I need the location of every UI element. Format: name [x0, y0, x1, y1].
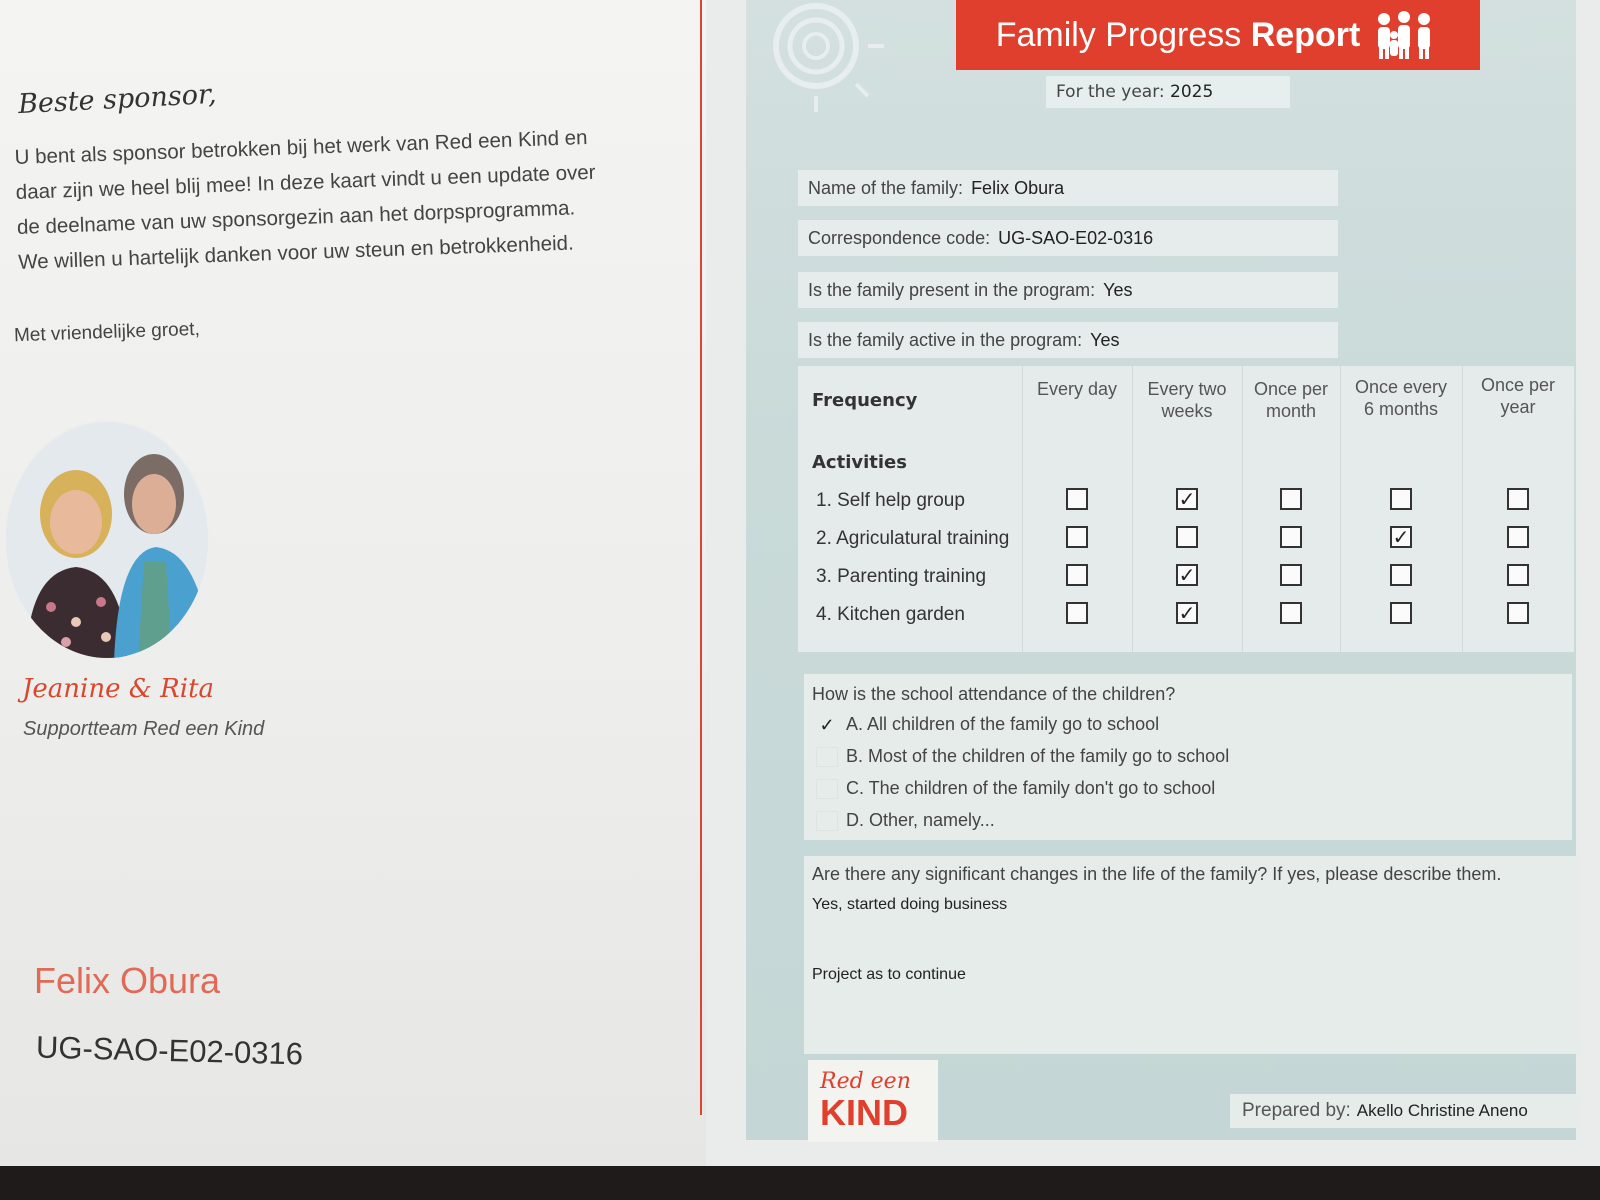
option-text: C. The children of the family don't go to school	[846, 778, 1216, 798]
column-header-every-two-weeks	[1132, 378, 1242, 422]
option-text: B. Most of the children of the family go to school	[846, 746, 1230, 766]
family-active-field	[798, 322, 1338, 358]
family-present-field	[798, 272, 1338, 308]
option-text: A. All children of the family go to school	[846, 714, 1160, 734]
column-header-line: Every day	[1036, 379, 1118, 399]
column-divider	[1022, 366, 1023, 652]
red-een-kind-logo	[808, 1060, 938, 1142]
logo-top-text: Red een	[820, 1069, 911, 1094]
checked-checkbox-icon: ✓	[1176, 602, 1198, 624]
column-header-line: Once per	[1480, 375, 1556, 395]
empty-checkbox-icon	[1280, 488, 1302, 510]
sun-icon	[756, 0, 896, 120]
school-attendance-section	[804, 674, 1572, 840]
report-page	[706, 0, 1600, 1182]
field-value: UG-SAO-E02-0316	[998, 228, 1154, 248]
empty-checkbox-icon	[1280, 526, 1302, 548]
school-option-d	[816, 810, 995, 831]
salutation: Beste sponsor,	[17, 78, 218, 121]
check-mark-icon: ✓	[819, 714, 835, 735]
letter-line: daar zijn we heel blij mee! In deze kaart vindt u een update over	[15, 160, 596, 204]
column-header-line: year	[1500, 397, 1536, 417]
year-label: For the year:	[1056, 82, 1165, 102]
empty-checkbox-icon	[1390, 488, 1412, 510]
field-value: Yes	[1103, 280, 1133, 300]
field-label: Correspondence code:	[808, 228, 991, 248]
report-background	[746, 0, 1576, 1140]
empty-checkbox-icon	[1280, 564, 1302, 586]
column-header-line: Once per	[1253, 379, 1329, 399]
checked-checkbox-icon: ✓	[1176, 564, 1198, 586]
empty-checkbox-icon	[1066, 602, 1088, 624]
field-value: Felix Obura	[971, 178, 1065, 198]
column-header-once-every-6-months	[1340, 376, 1462, 420]
field-label: Is the family active in the program:	[808, 330, 1083, 350]
year-value: 2025	[1170, 82, 1214, 102]
prepared-by-label: Prepared by:	[1242, 1100, 1351, 1121]
greeting: Met vriendelijke groet,	[13, 318, 201, 347]
report-title	[996, 16, 1361, 55]
column-header-line: 6 months	[1363, 399, 1439, 419]
changes-answer-line: Yes, started doing business	[812, 896, 1008, 913]
table-surface	[0, 1166, 1600, 1200]
sponsor-family-name: Felix Obura	[34, 960, 221, 1001]
school-option-a	[816, 714, 1159, 735]
column-header-line: Every two	[1147, 379, 1227, 399]
prepared-by-value: Akello Christine Aneno	[1356, 1101, 1528, 1120]
empty-checkbox-icon	[816, 811, 838, 831]
column-header-once-per-year	[1462, 374, 1574, 418]
frequency-header: Frequency	[812, 390, 918, 411]
checked-checkbox-icon: ✓	[1176, 488, 1198, 510]
team-name: Supportteam Red een Kind	[23, 718, 265, 740]
school-attendance-question: How is the school attendance of the children?	[812, 684, 1176, 704]
family-icon	[1370, 9, 1440, 61]
school-option-b	[816, 746, 1229, 767]
letter-line: U bent als sponsor betrokken bij het werk van Red een Kind en	[14, 125, 588, 169]
letter-page	[0, 0, 706, 1182]
activity-label: 3. Parenting training	[816, 566, 987, 587]
empty-checkbox-icon	[1507, 526, 1529, 548]
activity-label: 1. Self help group	[816, 490, 965, 511]
team-photo-illustration	[6, 422, 210, 660]
report-year	[1046, 76, 1290, 108]
empty-checkbox-icon	[1176, 526, 1198, 548]
column-header-line: Once every	[1354, 377, 1448, 397]
letter-line: We willen u hartelijk danken voor uw steun en betrokkenheid.	[17, 231, 575, 274]
report-title-bold: Report	[1250, 15, 1361, 54]
activities-header: Activities	[812, 452, 907, 473]
activity-frequency-table	[798, 366, 1574, 652]
school-option-c	[816, 778, 1215, 799]
team-photo	[4, 420, 210, 660]
empty-checkbox-icon	[1507, 564, 1529, 586]
empty-checkbox-icon	[1390, 602, 1412, 624]
activity-label: 4. Kitchen garden	[816, 604, 965, 625]
prepared-by	[1230, 1094, 1580, 1128]
report-title-banner	[956, 0, 1480, 70]
empty-checkbox-icon	[1066, 526, 1088, 548]
empty-checkbox-icon	[1066, 488, 1088, 510]
column-header-every-day	[1022, 378, 1132, 400]
empty-checkbox-icon	[1280, 602, 1302, 624]
empty-checkbox-icon	[1390, 564, 1412, 586]
activity-label: 2. Agriculatural training	[816, 528, 1010, 549]
checked-checkbox-icon: ✓	[1390, 526, 1412, 548]
field-label: Name of the family:	[808, 178, 964, 198]
empty-checkbox-icon	[816, 779, 838, 799]
empty-checkbox-icon	[1507, 488, 1529, 510]
correspondence-code-field	[798, 220, 1338, 256]
empty-checkbox-icon	[1507, 602, 1529, 624]
letter-line: de deelname van uw sponsorgezin aan het dorpsprogramma.	[16, 196, 576, 239]
column-header-line: weeks	[1161, 401, 1213, 421]
empty-checkbox-icon	[1066, 564, 1088, 586]
empty-checkbox-icon	[816, 747, 838, 767]
sponsor-family-code: UG-SAO-E02-0316	[35, 1029, 304, 1072]
significant-changes-question: Are there any significant changes in the life of the family? If yes, please describe them.	[812, 864, 1502, 884]
option-text: D. Other, namely...	[846, 810, 995, 830]
page-divider	[700, 0, 702, 1115]
field-label: Is the family present in the program:	[808, 280, 1096, 300]
report-title-regular: Family Progress	[995, 15, 1242, 54]
signers-name: Jeanine & Rita	[22, 674, 215, 704]
column-header-once-per-month	[1242, 378, 1340, 422]
significant-changes-section	[804, 856, 1580, 1054]
logo-bottom-text: KIND	[820, 1092, 908, 1133]
family-name-field	[798, 170, 1338, 206]
field-value: Yes	[1090, 330, 1120, 350]
letter-body	[14, 118, 658, 280]
changes-answer-line: Project as to continue	[812, 966, 966, 983]
column-header-line: month	[1265, 401, 1317, 421]
